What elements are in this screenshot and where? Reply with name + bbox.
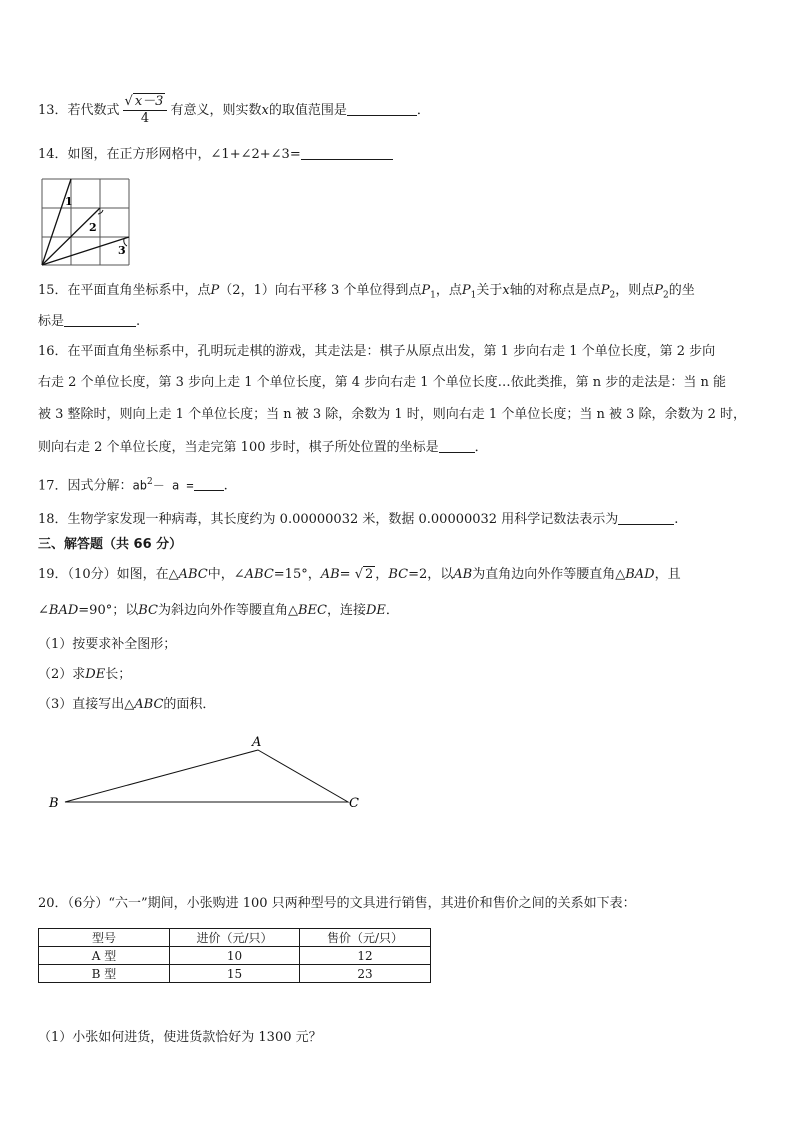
table-cell: 15 bbox=[170, 965, 300, 983]
q13-denominator: 4 bbox=[140, 111, 150, 126]
segment-name: AB bbox=[453, 567, 473, 582]
question-19-line1 bbox=[38, 567, 681, 583]
subscript: 2 bbox=[609, 290, 616, 301]
table-header-cell: 售价（元/只） bbox=[300, 929, 431, 947]
q13-lead: 13．若代数式 bbox=[38, 103, 120, 118]
q19-text: = bbox=[339, 567, 351, 582]
q16-text: 则向右走 2 个单位长度，当走完第 100 步时，棋子所处位置的坐标是 bbox=[38, 440, 439, 455]
triangle-name: ABC bbox=[178, 567, 208, 582]
q17-expr: － a = bbox=[152, 478, 194, 493]
angle-label-3: 3 bbox=[118, 244, 126, 257]
answer-blank[interactable] bbox=[439, 439, 475, 453]
grid-figure bbox=[40, 178, 132, 268]
angle-label-2: 2 bbox=[89, 221, 97, 234]
table-row bbox=[39, 947, 431, 965]
var-x: x bbox=[502, 283, 510, 298]
q13-var: x bbox=[261, 103, 269, 118]
section-3-heading bbox=[38, 537, 182, 553]
segment-name: BC bbox=[138, 603, 158, 618]
q15-text: 标是 bbox=[38, 314, 65, 329]
sqrt-value: 2 bbox=[365, 567, 374, 582]
question-19-line2 bbox=[38, 603, 399, 619]
sqrt-sign: √ bbox=[124, 94, 133, 109]
vertex-label-A: A bbox=[252, 735, 262, 750]
segment-name: DE bbox=[85, 667, 106, 682]
segment-name: BC bbox=[388, 567, 409, 582]
q15-text: ，点 bbox=[435, 283, 462, 298]
q18-end: . bbox=[674, 512, 679, 527]
triangle-name: BAD bbox=[625, 567, 655, 582]
triangle-abc bbox=[65, 750, 348, 802]
question-16-line1 bbox=[38, 344, 715, 360]
angle-label-1: 1 bbox=[65, 195, 73, 208]
q16-text: 16．在平面直角坐标系中，孔明玩走棋的游戏，其走法是：棋子从原点出发，第 1 步向右走 1 个单位长度，第 2 步向 bbox=[38, 344, 716, 359]
table-row bbox=[39, 965, 431, 983]
segment-name: AB bbox=[320, 567, 340, 582]
triangle-name: ABC bbox=[134, 697, 164, 712]
exponent: 2 bbox=[147, 477, 153, 487]
q13-end: ． bbox=[416, 103, 430, 118]
question-20-sub1 bbox=[38, 1030, 322, 1046]
angle-name: BAD bbox=[48, 603, 79, 618]
question-15-line2 bbox=[38, 313, 140, 330]
question-18 bbox=[38, 511, 678, 528]
table-cell: 23 bbox=[300, 965, 431, 983]
q19-text: =90°；以 bbox=[78, 603, 139, 618]
q20-sub-text: （1）小张如何进货，使进货款恰好为 1300 元？ bbox=[38, 1030, 322, 1045]
question-19-sub1 bbox=[38, 637, 176, 653]
q19-text: =15°， bbox=[273, 567, 321, 582]
answer-blank[interactable] bbox=[64, 313, 136, 327]
q19-sub-text: （3）直接写出△ bbox=[38, 697, 135, 712]
answer-blank[interactable] bbox=[618, 511, 674, 525]
q20-text: 20．（6分）“六一”期间，小张购进 100 只两种型号的文具进行销售，其进价和售价之间的关系如下表： bbox=[38, 896, 636, 911]
q19-text: ． bbox=[385, 603, 399, 618]
question-19-sub3 bbox=[38, 697, 215, 713]
q17-end: . bbox=[223, 478, 228, 494]
q17-text: 17．因式分解： bbox=[38, 478, 133, 494]
angle-name: ABC bbox=[244, 567, 274, 582]
question-16-line2 bbox=[38, 375, 726, 391]
q13-rest: 有意义，则实数 bbox=[170, 103, 262, 118]
table-cell: 10 bbox=[170, 947, 300, 965]
q15-text: 关于 bbox=[476, 283, 503, 298]
q17-expr: ab bbox=[132, 478, 147, 493]
point-P2: P bbox=[654, 283, 663, 298]
q19-text: =2，以 bbox=[408, 567, 454, 582]
q19-text: ∠ bbox=[38, 603, 49, 618]
point-P: P bbox=[210, 283, 220, 298]
table-header-cell: 型号 bbox=[39, 929, 170, 947]
answer-blank[interactable] bbox=[194, 477, 224, 491]
question-17 bbox=[38, 474, 228, 494]
point-P2: P bbox=[600, 283, 610, 298]
table-cell: B 型 bbox=[39, 965, 170, 983]
question-13 bbox=[38, 94, 430, 127]
angle-rays bbox=[42, 179, 129, 265]
subscript: 1 bbox=[470, 290, 477, 301]
q19-sub-text: （1）按要求补全图形； bbox=[38, 637, 177, 652]
q15-text: 的坐 bbox=[668, 283, 695, 298]
q15-text: ，则点 bbox=[615, 283, 655, 298]
q15-end: . bbox=[136, 314, 141, 329]
question-15 bbox=[38, 283, 695, 304]
q15-text: 轴的对称点是点 bbox=[509, 283, 601, 298]
q19-text: 为直角边向外作等腰直角△ bbox=[472, 567, 626, 582]
segment-name: DE bbox=[365, 603, 386, 618]
q19-sub-text: （2）求 bbox=[38, 667, 86, 682]
subscript: 2 bbox=[662, 290, 669, 301]
q18-text: 18．生物学家发现一种病毒，其长度约为 0.00000032 米，数据 0.00000032 用科学记数法表示为 bbox=[38, 512, 619, 527]
q19-sub-text: 长； bbox=[105, 667, 132, 682]
q16-end: ． bbox=[474, 440, 488, 455]
triangle-figure bbox=[40, 730, 380, 815]
table-cell: A 型 bbox=[39, 947, 170, 965]
table-cell: 12 bbox=[300, 947, 431, 965]
section-title: 三、解答题（共 66 分） bbox=[38, 537, 183, 552]
point-P1: P bbox=[461, 283, 471, 298]
subscript: 1 bbox=[430, 290, 436, 301]
q16-text: 右走 2 个单位长度，第 3 步向上走 1 个单位长度，第 4 步向右走 1 个单位长度…依此类推，第 n 步的走法是：当 n 能 bbox=[38, 375, 726, 390]
point-P1: P bbox=[421, 283, 431, 298]
q19-text: ，连接 bbox=[326, 603, 366, 618]
triangle-name: BEC bbox=[297, 603, 327, 618]
vertex-label-C: C bbox=[349, 796, 359, 811]
q19-text: 19．（10分）如图，在△ bbox=[38, 567, 179, 582]
sqrt-sign: √ bbox=[354, 567, 364, 582]
q13-radicand: x－3 bbox=[134, 94, 164, 109]
q15-text: （2，1）向右平移 3 个单位得到点 bbox=[219, 283, 422, 298]
q19-text: 中，∠ bbox=[207, 567, 245, 582]
table-header-row bbox=[39, 929, 431, 947]
q14-text: 14．如图，在正方形网格中，∠1+∠2+∠3= bbox=[38, 147, 301, 162]
question-16-line4 bbox=[38, 439, 488, 456]
q19-text: ，且 bbox=[654, 567, 681, 582]
price-table bbox=[38, 928, 431, 983]
q19-text: 为斜边向外作等腰直角△ bbox=[157, 603, 298, 618]
question-16-line3 bbox=[38, 407, 746, 423]
question-14 bbox=[38, 146, 393, 163]
q15-text: 15．在平面直角坐标系中，点 bbox=[38, 283, 211, 298]
q16-text: 被 3 整除时，则向上走 1 个单位长度；当 n 被 3 除，余数为 1 时，则向右走 1 个单位长度；当 n 被 3 除，余数为 2 时， bbox=[38, 407, 747, 422]
vertex-label-B: B bbox=[49, 796, 59, 811]
question-19-sub2 bbox=[38, 667, 131, 683]
q13-tail: 的取值范围是 bbox=[268, 103, 347, 118]
question-20 bbox=[38, 896, 636, 912]
table-header-cell: 进价（元/只） bbox=[170, 929, 300, 947]
q19-text: ， bbox=[375, 567, 389, 582]
q13-fraction bbox=[123, 94, 168, 127]
answer-blank[interactable] bbox=[301, 146, 393, 160]
q19-sub-text: 的面积． bbox=[163, 697, 216, 712]
answer-blank[interactable] bbox=[347, 102, 417, 116]
